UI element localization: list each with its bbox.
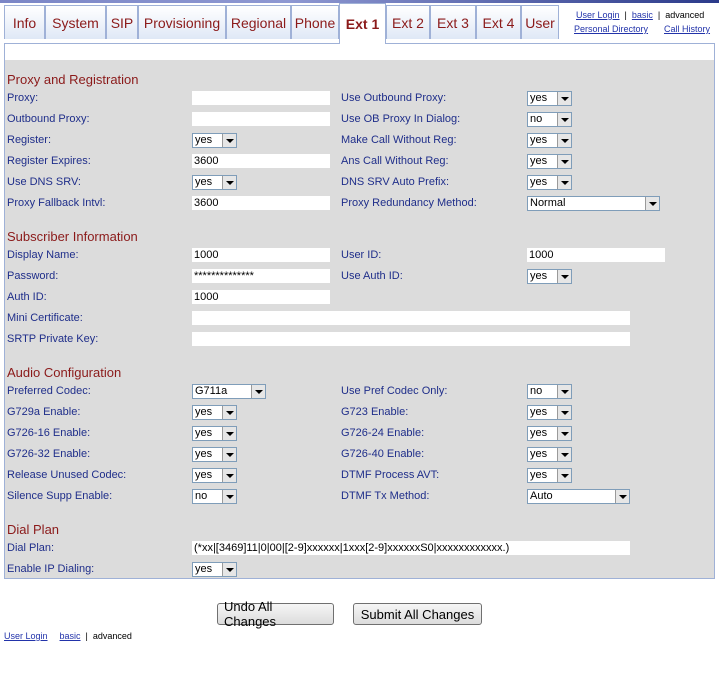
select-value: yes — [530, 427, 548, 439]
basic-link[interactable]: basic — [631, 10, 653, 20]
ans-call-without-reg-label: Ans Call Without Reg: — [341, 155, 449, 167]
g726-32-enable-label: G726-32 Enable: — [7, 448, 91, 460]
tab-sip[interactable]: SIP — [106, 5, 138, 39]
enable-ip-dialing-select[interactable] — [192, 562, 237, 577]
g726-24-enable-label: G726-24 Enable: — [341, 427, 425, 439]
select-value: yes — [530, 92, 548, 104]
select-value: no — [530, 113, 543, 125]
user-login-link[interactable]: User Login — [576, 10, 620, 20]
chevron-down-icon — [557, 448, 571, 461]
chevron-down-icon — [645, 197, 659, 210]
select-value: yes — [530, 270, 548, 282]
outbound-proxy-label: Outbound Proxy: — [7, 113, 90, 125]
select-value: yes — [195, 563, 213, 575]
display-name-input[interactable]: 1000 — [192, 248, 330, 262]
dtmf-tx-method-label: DTMF Tx Method: — [341, 490, 430, 502]
chevron-down-icon — [222, 427, 236, 440]
outbound-proxy-input[interactable] — [192, 112, 330, 126]
select-value: G711a — [195, 385, 228, 397]
use-dns-srv-label: Use DNS SRV: — [7, 176, 81, 188]
proxy-redundancy-label: Proxy Redundancy Method: — [341, 197, 477, 209]
release-unused-codec-label: Release Unused Codec: — [7, 469, 127, 481]
auth-id-label: Auth ID: — [7, 291, 47, 303]
mini-certificate-label: Mini Certificate: — [7, 312, 83, 324]
enable-ip-dialing-label: Enable IP Dialing: — [7, 563, 95, 575]
personal-directory-link[interactable]: Personal Directory — [574, 24, 649, 34]
dtmf-tx-method-select[interactable] — [527, 489, 630, 504]
password-label: Password: — [7, 270, 59, 282]
settings-panel — [4, 43, 715, 579]
use-auth-id-select[interactable] — [527, 269, 572, 284]
select-value: yes — [195, 427, 213, 439]
auth-id-input[interactable]: 1000 — [192, 290, 330, 304]
select-value: yes — [530, 176, 548, 188]
chevron-down-icon — [222, 134, 236, 147]
chevron-down-icon — [557, 113, 571, 126]
g726-40-enable-label: G726-40 Enable: — [341, 448, 425, 460]
bottom-basic-link[interactable]: basic — [59, 631, 81, 641]
make-call-without-reg-select[interactable] — [527, 133, 572, 148]
tab-ext-4[interactable]: Ext 4 — [476, 5, 521, 39]
dial-plan-input[interactable]: (*xx|[3469]11|0|00|[2-9]xxxxxx|1xxx[2-9]xxxxxxS0|xxxxxxxxxxxx.) — [192, 541, 630, 555]
select-value: yes — [530, 406, 548, 418]
g723-enable-select[interactable] — [527, 405, 572, 420]
dns-srv-auto-prefix-label: DNS SRV Auto Prefix: — [341, 176, 450, 188]
link-separator: | — [85, 631, 88, 641]
use-outbound-proxy-select[interactable] — [527, 91, 572, 106]
make-call-without-reg-label: Make Call Without Reg: — [341, 134, 457, 146]
bottom-links — [4, 631, 132, 641]
link-separator: | — [624, 10, 627, 20]
use-dns-srv-select[interactable] — [192, 175, 237, 190]
g726-32-enable-select[interactable] — [192, 447, 237, 462]
use-auth-id-label: Use Auth ID: — [341, 270, 403, 282]
chevron-down-icon — [557, 134, 571, 147]
proxy-input[interactable] — [192, 91, 330, 105]
preferred-codec-select[interactable] — [192, 384, 266, 399]
chevron-down-icon — [557, 385, 571, 398]
chevron-down-icon — [615, 490, 629, 503]
g726-24-enable-select[interactable] — [527, 426, 572, 441]
tab-ext-3[interactable]: Ext 3 — [430, 5, 476, 39]
g729a-enable-select[interactable] — [192, 405, 237, 420]
chevron-down-icon — [222, 448, 236, 461]
top-links-row-2 — [574, 24, 648, 34]
select-value: yes — [195, 406, 213, 418]
select-value: Auto — [530, 490, 553, 502]
bottom-user-login-link[interactable]: User Login — [4, 631, 48, 641]
top-links-row-1 — [576, 10, 704, 20]
srtp-private-key-label: SRTP Private Key: — [7, 333, 99, 345]
tab-system[interactable]: System — [45, 5, 106, 39]
select-value: yes — [530, 469, 548, 481]
register-expires-label: Register Expires: — [7, 155, 91, 167]
use-ob-proxy-dialog-select[interactable] — [527, 112, 572, 127]
display-name-label: Display Name: — [7, 249, 79, 261]
chevron-down-icon — [557, 176, 571, 189]
proxy-fallback-input[interactable]: 3600 — [192, 196, 330, 210]
chevron-down-icon — [557, 92, 571, 105]
proxy-redundancy-select[interactable] — [527, 196, 660, 211]
use-pref-codec-only-label: Use Pref Codec Only: — [341, 385, 448, 397]
select-value: yes — [195, 448, 213, 460]
proxy-label: Proxy: — [7, 92, 39, 104]
chevron-down-icon — [557, 270, 571, 283]
tab-ext-2[interactable]: Ext 2 — [386, 5, 430, 39]
user-id-input[interactable]: 1000 — [527, 248, 665, 262]
tab-ext-1[interactable]: Ext 1 — [339, 3, 386, 44]
dtmf-process-avt-select[interactable] — [527, 468, 572, 483]
use-outbound-proxy-label: Use Outbound Proxy: — [341, 92, 447, 104]
select-value: yes — [530, 448, 548, 460]
top-links-row-2b — [664, 24, 710, 34]
g723-enable-label: G723 Enable: — [341, 406, 409, 418]
select-value: yes — [530, 134, 548, 146]
g726-40-enable-select[interactable] — [527, 447, 572, 462]
chevron-down-icon — [222, 176, 236, 189]
register-label: Register: — [7, 134, 52, 146]
undo-all-changes-button[interactable]: Undo All Changes — [217, 603, 334, 625]
g726-16-enable-label: G726-16 Enable: — [7, 427, 91, 439]
chevron-down-icon — [222, 469, 236, 482]
register-expires-input[interactable]: 3600 — [192, 154, 330, 168]
tab-regional[interactable]: Regional — [226, 5, 291, 39]
panel-top-strip — [5, 44, 714, 60]
proxy-fallback-label: Proxy Fallback Intvl: — [7, 197, 106, 209]
g729a-enable-label: G729a Enable: — [7, 406, 81, 418]
submit-all-changes-button[interactable]: Submit All Changes — [353, 603, 482, 625]
select-value: yes — [195, 176, 213, 188]
select-value: yes — [195, 134, 213, 146]
select-value: no — [195, 490, 208, 502]
chevron-down-icon — [222, 406, 236, 419]
tab-phone[interactable]: Phone — [291, 5, 339, 39]
chevron-down-icon — [557, 469, 571, 482]
tab-bar — [0, 0, 719, 44]
chevron-down-icon — [222, 490, 236, 503]
preferred-codec-label: Preferred Codec: — [7, 385, 91, 397]
silence-supp-enable-select[interactable] — [192, 489, 237, 504]
select-value: yes — [530, 155, 548, 167]
register-select[interactable] — [192, 133, 237, 148]
advanced-label: advanced — [665, 10, 705, 20]
silence-supp-enable-label: Silence Supp Enable: — [7, 490, 113, 502]
srtp-private-key-input[interactable] — [192, 332, 630, 346]
link-separator: | — [657, 10, 661, 20]
tab-provisioning[interactable]: Provisioning — [138, 5, 226, 39]
chevron-down-icon — [222, 563, 236, 576]
chevron-down-icon — [557, 406, 571, 419]
section-audio-header: Audio Configuration — [7, 365, 122, 380]
dtmf-process-avt-label: DTMF Process AVT: — [341, 469, 440, 481]
tab-info[interactable]: Info — [4, 5, 45, 39]
section-dialplan-header: Dial Plan — [7, 522, 60, 537]
release-unused-codec-select[interactable] — [192, 468, 237, 483]
user-id-label: User ID: — [341, 249, 382, 261]
tab-user[interactable]: User — [521, 5, 559, 39]
mini-certificate-input[interactable] — [192, 311, 630, 325]
password-input[interactable]: ************** — [192, 269, 330, 283]
use-ob-proxy-dialog-label: Use OB Proxy In Dialog: — [341, 113, 461, 125]
section-proxy-header: Proxy and Registration — [7, 72, 139, 87]
use-pref-codec-only-select[interactable] — [527, 384, 572, 399]
dns-srv-auto-prefix-select[interactable] — [527, 175, 572, 190]
chevron-down-icon — [557, 427, 571, 440]
select-value: yes — [195, 469, 213, 481]
dial-plan-label: Dial Plan: — [7, 542, 55, 554]
g726-16-enable-select[interactable] — [192, 426, 237, 441]
call-history-link[interactable]: Call History — [664, 24, 711, 34]
ans-call-without-reg-select[interactable] — [527, 154, 572, 169]
select-value: no — [530, 385, 543, 397]
bottom-advanced-label: advanced — [92, 631, 132, 641]
chevron-down-icon — [251, 385, 265, 398]
section-subscriber-header: Subscriber Information — [7, 229, 138, 244]
select-value: Normal — [530, 197, 566, 209]
chevron-down-icon — [557, 155, 571, 168]
